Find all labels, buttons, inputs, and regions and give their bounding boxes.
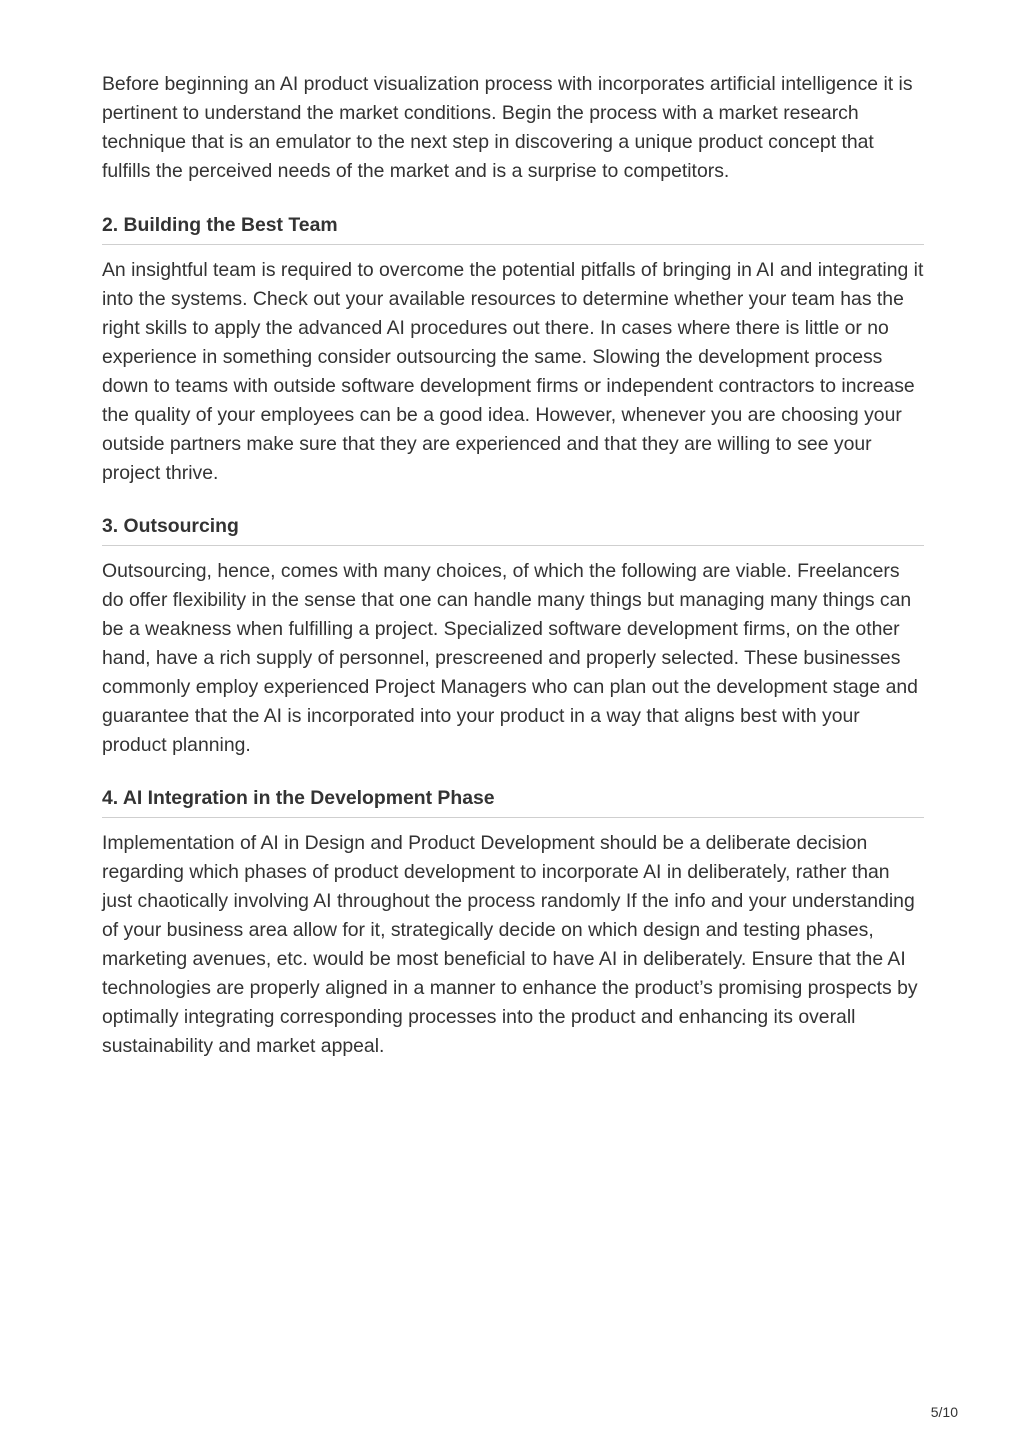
section-ai-integration	[102, 785, 924, 1061]
section-heading: 4. AI Integration in the Development Phase	[102, 785, 924, 818]
section-heading: 3. Outsourcing	[102, 513, 924, 546]
section-heading: 2. Building the Best Team	[102, 212, 924, 245]
section-paragraph: Implementation of AI in Design and Product Development should be a deliberate decision regarding which phases of product development to incorporate AI in deliberately, rather than just chaotically involving AI throughout the process randomly If the info and your understanding of your business area allow for it, strategically decide on which design and testing phases, marketing avenues, etc. would be most beneficial to have AI in deliberately. Ensure that the AI technologies are properly aligned in a manner to enhance the product’s promising prospects by optimally integrating corresponding processes into the product and enhancing its overall sustainability and market appeal.	[102, 832, 918, 1057]
section-outsourcing	[102, 513, 924, 760]
section-building-team	[102, 212, 924, 488]
page-number: 5/10	[930, 1404, 958, 1420]
section-paragraph: An insightful team is required to overcome the potential pitfalls of bringing in AI and integrating it into the systems. Check out your available resources to determine whether your team has the right skills to apply the advanced AI procedures out there. In cases where there is little or no experience in something consider outsourcing the same. Slowing the development process down to teams with outside software development firms or independent contractors to increase the quality of your employees can be a good idea. However, whenever you are choosing your outside partners make sure that they are experienced and that they are willing to see your project thrive.	[102, 259, 924, 484]
section-paragraph: Outsourcing, hence, comes with many choices, of which the following are viable. Freelancers do offer flexibility in the sense that one can handle many things but managing many things can be a weakness when fulfilling a project. Specialized software development firms, on the other hand, have a rich supply of personnel, prescreened and properly selected. These businesses commonly employ experienced Project Managers who can plan out the development stage and guarantee that the AI is incorporated into your product in a way that aligns best with your product planning.	[102, 560, 918, 756]
document-page	[102, 70, 924, 1086]
intro-paragraph: Before beginning an AI product visualization process with incorporates artificial intelligence it is pertinent to understand the market conditions. Begin the process with a market research technique that is an emulator to the next step in discovering a unique product concept that fulfills the perceived needs of the market and is a surprise to competitors.	[102, 73, 913, 182]
